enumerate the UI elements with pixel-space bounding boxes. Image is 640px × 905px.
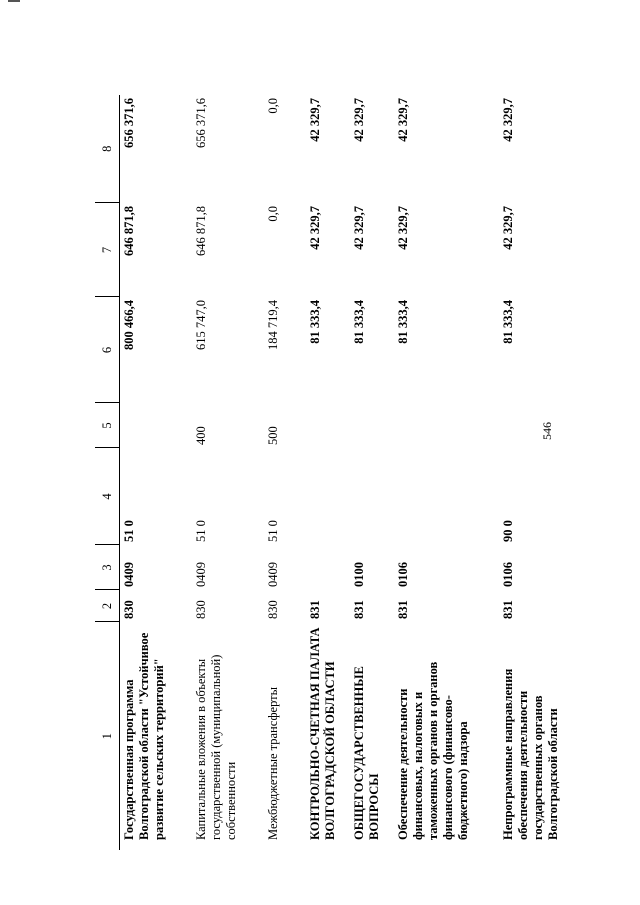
cell-col8: 42 329,7	[395, 98, 410, 142]
cell-col5: 400	[193, 426, 208, 445]
cell-col4: 51 0	[122, 520, 136, 542]
cell-col3: 0409	[265, 562, 280, 587]
table-row	[350, 95, 394, 850]
cell-col2: 831	[500, 600, 515, 619]
cell-col5: 500	[265, 426, 280, 445]
cell-col8: 0,0	[265, 98, 280, 114]
cell-col4: 90 0	[500, 520, 515, 542]
cell-col4	[350, 448, 394, 545]
cell-col6: 615 747,0	[193, 300, 208, 350]
col-header-5: 5	[95, 403, 120, 448]
row-name: КОНТРОЛЬНО-СЧЕТНАЯ ПАЛАТА ВОЛГОГРАДСКОЙ ОБЛАСТИ	[307, 627, 337, 840]
cell-col3: 0100	[351, 562, 366, 587]
cell-col2: 831	[395, 600, 410, 619]
cell-col2: 830	[193, 600, 208, 619]
cell-col4: 51 0	[193, 520, 208, 542]
cell-col6: 81 333,4	[500, 300, 515, 344]
cell-col4	[394, 448, 499, 545]
cell-col2: 830	[265, 600, 280, 619]
cell-col2: 830	[122, 600, 136, 619]
table-row	[192, 95, 264, 850]
row-name: Обеспечение деятельности финансовых, налоговых и таможенных органов и органов финансового (финансово-бюджетного) надзора	[395, 661, 470, 840]
cell-col5	[350, 403, 394, 448]
cell-col8: 42 329,7	[500, 98, 515, 142]
table-row	[394, 95, 499, 850]
corner-mark	[8, 0, 20, 2]
row-name: Государственная программа Волгоградской области "Устойчивое развитие сельских территорий"	[122, 632, 166, 840]
cell-col4: 51 0	[265, 520, 280, 542]
cell-col3: 0106	[500, 562, 515, 587]
cell-col3	[306, 545, 350, 590]
cell-col4	[306, 448, 350, 545]
table-row	[120, 95, 192, 850]
column-number-header	[95, 95, 120, 850]
col-header-3: 3	[95, 545, 120, 590]
page-number: 546	[540, 422, 554, 440]
cell-col5	[499, 403, 587, 448]
col-header-1: 1	[95, 622, 120, 850]
cell-col7: 42 329,7	[395, 206, 410, 250]
cell-col8: 656 371,6	[122, 98, 136, 148]
cell-col7: 42 329,7	[500, 206, 515, 250]
budget-table-rotated	[95, 95, 605, 850]
cell-col6: 184 719,4	[265, 300, 280, 350]
cell-col7: 646 871,8	[122, 206, 136, 256]
cell-col7: 42 329,7	[307, 206, 322, 250]
cell-col3: 0106	[395, 562, 410, 587]
cell-col5	[120, 403, 192, 448]
cell-col2: 831	[307, 600, 322, 619]
cell-col6: 800 466,4	[122, 300, 136, 350]
cell-col8: 656 371,6	[193, 98, 208, 148]
budget-table	[95, 95, 587, 850]
table-row	[306, 95, 350, 850]
col-header-6: 6	[95, 297, 120, 403]
col-header-8: 8	[95, 95, 120, 203]
cell-col6: 81 333,4	[307, 300, 322, 344]
row-name: Непрограммные направления обеспечения деятельности государственных органов Волгоградской области	[500, 668, 560, 840]
row-name: Межбюджетные трансферты	[265, 686, 280, 840]
cell-col8: 42 329,7	[351, 98, 366, 142]
cell-col2: 831	[351, 600, 366, 619]
cell-col3: 0409	[193, 562, 208, 587]
table-row	[499, 95, 587, 850]
cell-col7: 42 329,7	[351, 206, 366, 250]
row-name: Капитальные вложения в объекты государственной (муниципальной) собственности	[193, 654, 238, 840]
cell-col7: 646 871,8	[193, 206, 208, 256]
cell-col6: 81 333,4	[395, 300, 410, 344]
cell-col8: 42 329,7	[307, 98, 322, 142]
cell-col3: 0409	[122, 562, 136, 587]
cell-col5	[394, 403, 499, 448]
col-header-7: 7	[95, 203, 120, 297]
row-name: ОБЩЕГОСУДАРСТВЕННЫЕ ВОПРОСЫ	[351, 666, 381, 840]
cell-col5	[306, 403, 350, 448]
col-header-2: 2	[95, 590, 120, 622]
cell-col6: 81 333,4	[351, 300, 366, 344]
cell-col7: 0,0	[265, 206, 280, 222]
table-row	[264, 95, 306, 850]
col-header-4: 4	[95, 448, 120, 545]
